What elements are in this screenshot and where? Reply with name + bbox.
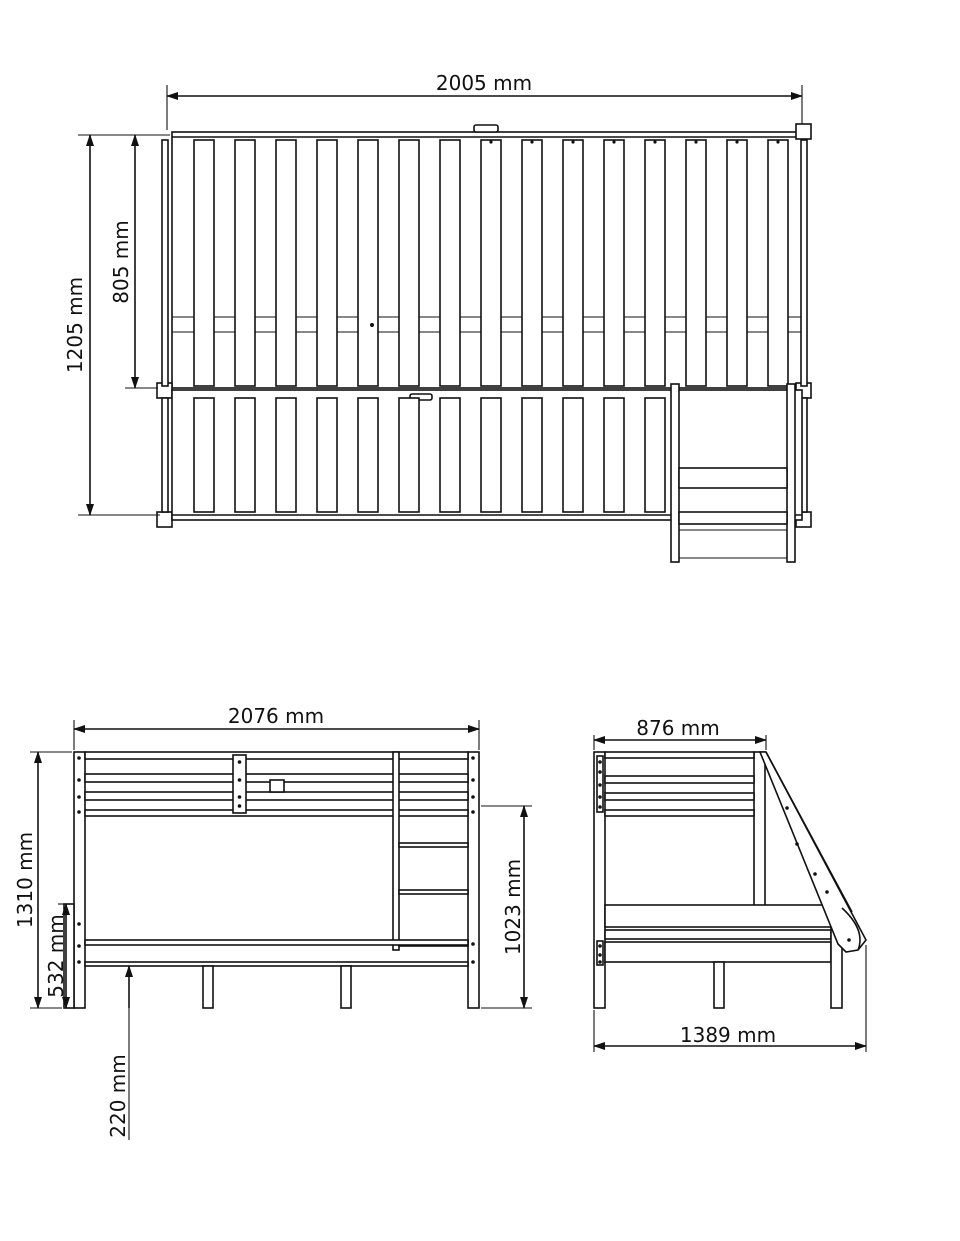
upper-slat bbox=[194, 140, 214, 386]
lower-slat bbox=[604, 398, 624, 512]
lower-slat bbox=[317, 398, 337, 512]
dimension-label-upper-depth: 805 mm bbox=[109, 220, 133, 304]
lower-slat bbox=[276, 398, 296, 512]
front-left-post bbox=[74, 752, 85, 1008]
lower-slat bbox=[358, 398, 378, 512]
side-view bbox=[594, 716, 866, 1052]
upper-slat bbox=[686, 140, 706, 386]
upper-slat bbox=[235, 140, 255, 386]
dimension-label-height: 1310 mm bbox=[13, 831, 37, 929]
side-mid-post bbox=[754, 752, 765, 912]
lower-slat bbox=[194, 398, 214, 512]
upper-slat bbox=[563, 140, 583, 386]
upper-slat bbox=[440, 140, 460, 386]
upper-slats bbox=[194, 140, 788, 386]
dimension-label-top-width: 876 mm bbox=[636, 716, 720, 740]
dimension-label-ladder: 1023 mm bbox=[501, 858, 525, 956]
upper-slat bbox=[768, 140, 788, 386]
upper-slat bbox=[604, 140, 624, 386]
corner-post bbox=[796, 124, 811, 139]
lower-slat bbox=[522, 398, 542, 512]
front-view bbox=[13, 704, 532, 1140]
top-view bbox=[63, 71, 811, 562]
upper-slat bbox=[358, 140, 378, 386]
dimension-label-width: 2005 mm bbox=[435, 71, 533, 95]
front-ladder bbox=[393, 752, 399, 950]
dimension-label-bottom-width: 1389 mm bbox=[679, 1023, 777, 1047]
upper-slat bbox=[522, 140, 542, 386]
dimension-label-clearance: 220 mm bbox=[106, 1054, 130, 1138]
lower-slat bbox=[481, 398, 501, 512]
upper-slat bbox=[481, 140, 501, 386]
lower-slat bbox=[235, 398, 255, 512]
dimension-label-length: 2076 mm bbox=[227, 704, 325, 728]
upper-slat bbox=[727, 140, 747, 386]
lower-slat bbox=[645, 398, 665, 512]
lower-slat bbox=[440, 398, 460, 512]
lower-slat bbox=[399, 398, 419, 512]
dimension-label-depth: 1205 mm bbox=[63, 276, 87, 374]
corner-post bbox=[157, 512, 172, 527]
upper-slat bbox=[399, 140, 419, 386]
upper-slat bbox=[276, 140, 296, 386]
front-right-post bbox=[468, 752, 479, 1008]
lower-slat bbox=[563, 398, 583, 512]
upper-slat bbox=[317, 140, 337, 386]
dimension-label-lower-rail: 532 mm bbox=[44, 914, 68, 998]
upper-slat bbox=[645, 140, 665, 386]
